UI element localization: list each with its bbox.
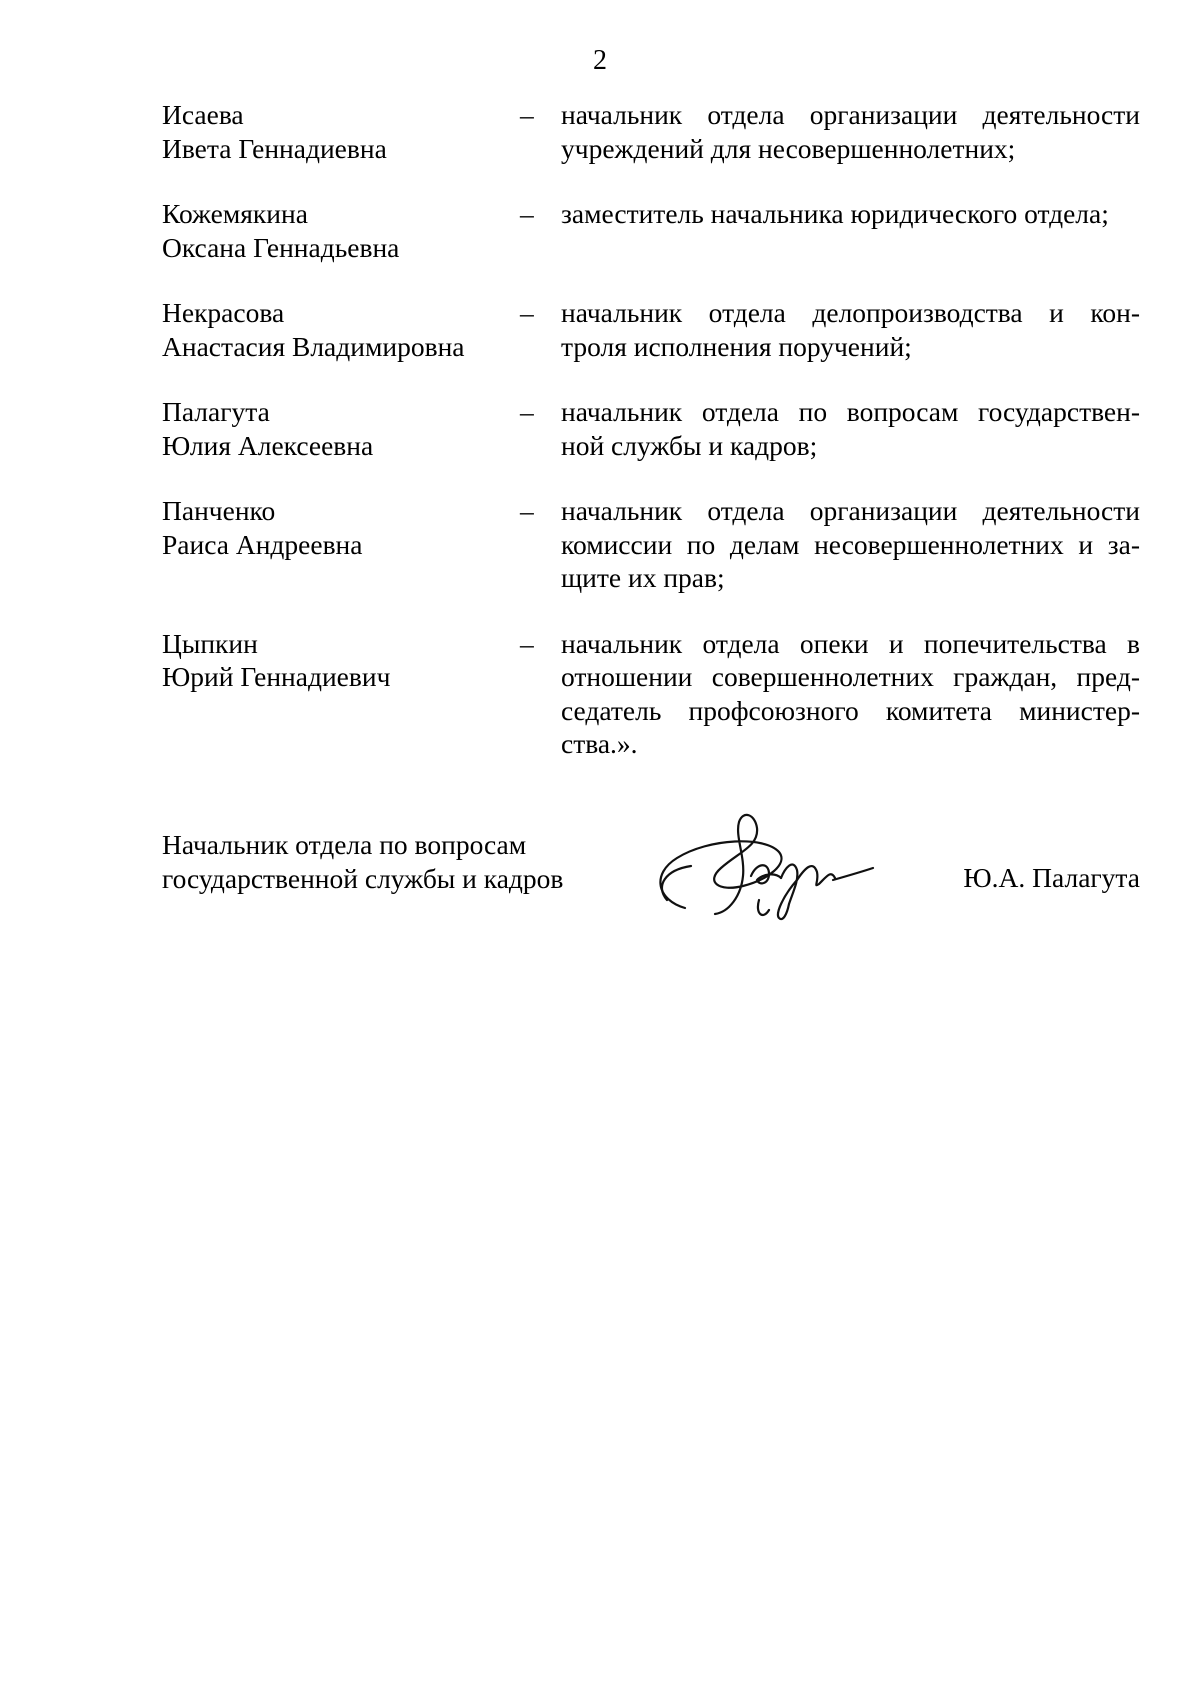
member-role — [561, 395, 1140, 462]
member-dash: – — [520, 495, 534, 526]
member-role — [561, 627, 1140, 761]
member-role-line: начальник отдела делопроизводства и кон- — [561, 297, 1140, 328]
member-name — [162, 395, 502, 462]
signer-position-line: Начальник отдела по вопросам — [162, 829, 527, 860]
member-role — [561, 296, 1140, 363]
member-entry — [162, 494, 1140, 595]
member-role-line: ства.». — [561, 728, 638, 759]
member-role-line: щите их прав; — [561, 562, 725, 593]
member-name — [162, 494, 502, 561]
member-role-line: отношении совершеннолетних граждан, пред- — [561, 661, 1140, 692]
member-role-line: заместитель начальника юридического отдела; — [561, 198, 1109, 229]
member-surname: Кожемякина — [162, 198, 308, 229]
member-role-line: седатель профсоюзного комитета министер- — [561, 694, 1140, 726]
member-given-names: Ивета Геннадиевна — [162, 132, 387, 164]
signature-block — [162, 828, 1140, 938]
member-name — [162, 627, 502, 694]
member-given-names: Юлия Алексеевна — [162, 429, 374, 461]
member-name — [162, 296, 502, 363]
member-role-line: начальник отдела организации деятельности — [561, 495, 1140, 526]
member-role — [561, 98, 1140, 165]
member-entry — [162, 98, 1140, 165]
member-surname: Панченко — [162, 495, 276, 526]
member-list — [162, 98, 1140, 793]
member-dash: – — [520, 396, 534, 427]
member-name — [162, 197, 502, 264]
member-entry — [162, 197, 1140, 264]
member-role — [561, 494, 1140, 595]
member-given-names: Оксана Геннадьевна — [162, 231, 400, 263]
member-given-names: Юрий Геннадиевич — [162, 661, 391, 692]
member-given-names: Раиса Андреевна — [162, 528, 363, 560]
member-role-line: начальник отдела по вопросам государствен- — [561, 396, 1140, 427]
member-role-line: начальник отдела опеки и попечительства в — [561, 627, 1140, 659]
page-number: 2 — [593, 45, 607, 76]
member-entry — [162, 627, 1140, 761]
member-role-line: начальник отдела организации деятельности — [561, 99, 1140, 130]
member-surname: Палагута — [162, 396, 270, 427]
member-entry — [162, 395, 1140, 462]
member-role — [561, 197, 1140, 231]
member-given-names: Анастасия Владимировна — [162, 330, 465, 362]
signer-name: Ю.А. Палагута — [963, 862, 1140, 893]
member-dash: – — [520, 99, 534, 130]
member-surname: Некрасова — [162, 297, 285, 328]
member-role-line: троля исполнения поручений; — [561, 330, 912, 362]
member-surname: Исаева — [162, 99, 244, 130]
signer-position-line: государственной службы и кадров — [162, 862, 564, 894]
member-surname: Цыпкин — [162, 627, 258, 659]
member-dash: – — [520, 198, 534, 229]
member-role-line: учреждений для несовершеннолетних; — [561, 132, 1016, 164]
member-dash: – — [520, 627, 534, 659]
member-role-line: комиссии по делам несовершеннолетних и за- — [561, 528, 1140, 560]
signer-position — [162, 828, 563, 895]
member-dash: – — [520, 297, 534, 328]
member-entry — [162, 296, 1140, 363]
handwritten-signature-icon — [647, 796, 877, 936]
member-role-line: ной службы и кадров; — [561, 429, 818, 461]
member-name — [162, 98, 502, 165]
